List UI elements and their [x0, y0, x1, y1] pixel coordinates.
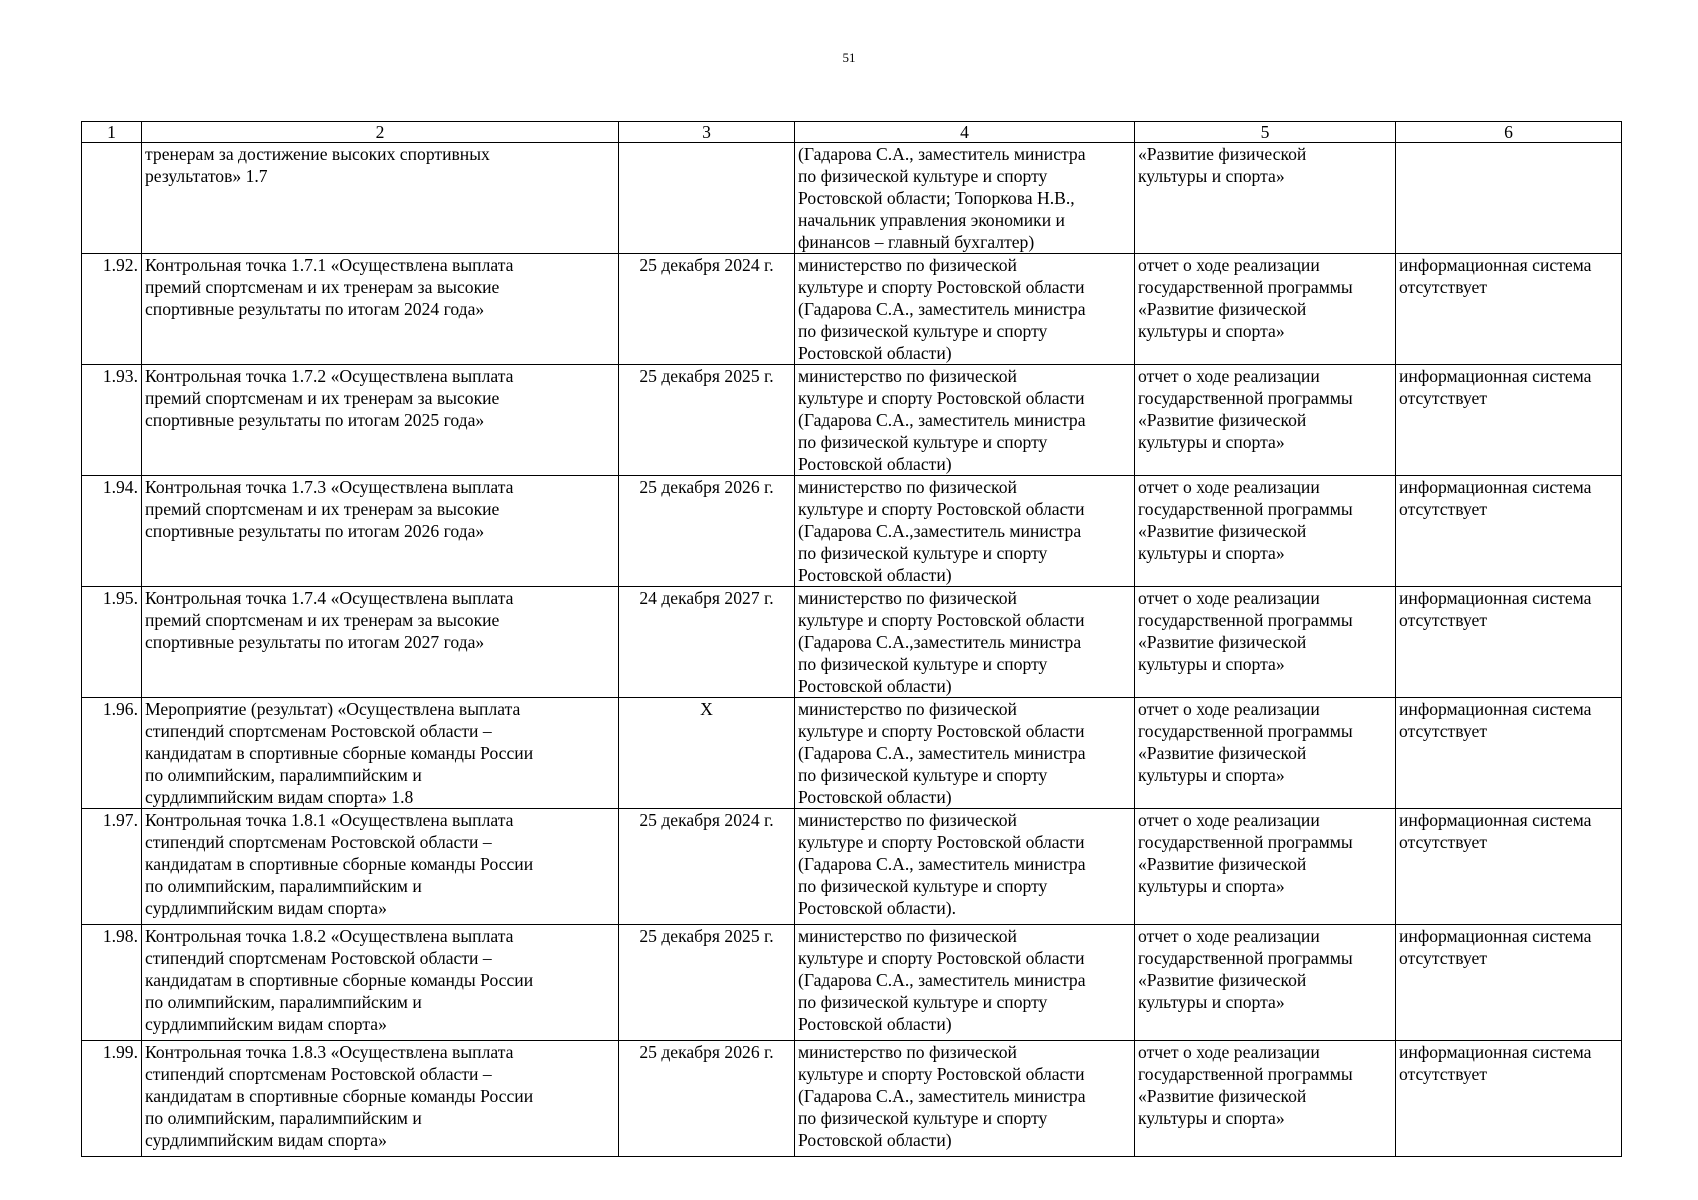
- column-header-1: 1: [82, 122, 142, 143]
- responsible-cell: министерство по физической культуре и спорту Ростовской области (Гадарова С.А., заместитель министра по физической культуре и спорту Ростовской области): [795, 698, 1135, 809]
- document-cell: отчет о ходе реализации государственной программы «Развитие физической культуры и спорта»: [1135, 365, 1396, 476]
- date-cell: [619, 143, 795, 254]
- table-row: [82, 698, 1622, 809]
- table-row: [82, 1041, 1622, 1157]
- event-cell: Мероприятие (результат) «Осуществлена выплата стипендий спортсменам Ростовской области – кандидатам в спортивные сборные команды России по олимпийским, паралимпийским и сурдлимпийским видам спорта» 1.8: [142, 698, 619, 809]
- system-cell: информационная система отсутствует: [1396, 587, 1622, 698]
- column-header-6: 6: [1396, 122, 1622, 143]
- event-cell: Контрольная точка 1.7.2 «Осуществлена выплата премий спортсменам и их тренерам за высокие спортивные результаты по итогам 2025 года»: [142, 365, 619, 476]
- table-row: [82, 365, 1622, 476]
- system-cell: информационная система отсутствует: [1396, 1041, 1622, 1157]
- document-cell: «Развитие физической культуры и спорта»: [1135, 143, 1396, 254]
- date-cell: 25 декабря 2026 г.: [619, 476, 795, 587]
- responsible-cell: министерство по физической культуре и спорту Ростовской области (Гадарова С.А.,заместитель министра по физической культуре и спорту Ростовской области): [795, 476, 1135, 587]
- row-number: 1.96.: [82, 698, 142, 809]
- event-cell: Контрольная точка 1.7.1 «Осуществлена выплата премий спортсменам и их тренерам за высокие спортивные результаты по итогам 2024 года»: [142, 254, 619, 365]
- system-cell: информационная система отсутствует: [1396, 476, 1622, 587]
- row-number: 1.94.: [82, 476, 142, 587]
- responsible-cell: (Гадарова С.А., заместитель министра по физической культуре и спорту Ростовской области; Топоркова Н.В., начальник управления экономики и финансов – главный бухгалтер): [795, 143, 1135, 254]
- event-cell: Контрольная точка 1.7.4 «Осуществлена выплата премий спортсменам и их тренерам за высокие спортивные результаты по итогам 2027 года»: [142, 587, 619, 698]
- responsible-cell: министерство по физической культуре и спорту Ростовской области (Гадарова С.А., заместитель министра по физической культуре и спорту Ростовской области): [795, 254, 1135, 365]
- system-cell: информационная система отсутствует: [1396, 809, 1622, 925]
- document-cell: отчет о ходе реализации государственной программы «Развитие физической культуры и спорта»: [1135, 809, 1396, 925]
- table-row: [82, 254, 1622, 365]
- date-cell: 25 декабря 2024 г.: [619, 254, 795, 365]
- responsible-cell: министерство по физической культуре и спорту Ростовской области (Гадарова С.А.,заместитель министра по физической культуре и спорту Ростовской области): [795, 587, 1135, 698]
- responsible-cell: министерство по физической культуре и спорту Ростовской области (Гадарова С.А., заместитель министра по физической культуре и спорту Ростовской области): [795, 365, 1135, 476]
- table-row: [82, 587, 1622, 698]
- table-header-row: [82, 122, 1622, 143]
- document-cell: отчет о ходе реализации государственной программы «Развитие физической культуры и спорта»: [1135, 476, 1396, 587]
- event-cell: Контрольная точка 1.8.3 «Осуществлена выплата стипендий спортсменам Ростовской области – кандидатам в спортивные сборные команды России по олимпийским, паралимпийским и сурдлимпийским видам спорта»: [142, 1041, 619, 1157]
- table-row: [82, 925, 1622, 1041]
- page-number: 51: [842, 50, 856, 65]
- row-number: 1.92.: [82, 254, 142, 365]
- document-cell: отчет о ходе реализации государственной программы «Развитие физической культуры и спорта»: [1135, 925, 1396, 1041]
- system-cell: информационная система отсутствует: [1396, 925, 1622, 1041]
- system-cell: информационная система отсутствует: [1396, 254, 1622, 365]
- event-cell: Контрольная точка 1.8.2 «Осуществлена выплата стипендий спортсменам Ростовской области – кандидатам в спортивные сборные команды России по олимпийским, паралимпийским и сурдлимпийским видам спорта»: [142, 925, 619, 1041]
- column-header-5: 5: [1135, 122, 1396, 143]
- document-cell: отчет о ходе реализации государственной программы «Развитие физической культуры и спорта»: [1135, 587, 1396, 698]
- table-row: [82, 809, 1622, 925]
- date-cell: 25 декабря 2024 г.: [619, 809, 795, 925]
- plan-table: [81, 121, 1622, 1157]
- system-cell: информационная система отсутствует: [1396, 365, 1622, 476]
- responsible-cell: министерство по физической культуре и спорту Ростовской области (Гадарова С.А., заместитель министра по физической культуре и спорту Ростовской области).: [795, 809, 1135, 925]
- document-cell: отчет о ходе реализации государственной программы «Развитие физической культуры и спорта»: [1135, 698, 1396, 809]
- row-number: 1.99.: [82, 1041, 142, 1157]
- row-number: 1.95.: [82, 587, 142, 698]
- row-number: [82, 143, 142, 254]
- date-cell: X: [619, 698, 795, 809]
- event-cell: тренерам за достижение высоких спортивных результатов» 1.7: [142, 143, 619, 254]
- responsible-cell: министерство по физической культуре и спорту Ростовской области (Гадарова С.А., заместитель министра по физической культуре и спорту Ростовской области): [795, 1041, 1135, 1157]
- event-cell: Контрольная точка 1.8.1 «Осуществлена выплата стипендий спортсменам Ростовской области – кандидатам в спортивные сборные команды России по олимпийским, паралимпийским и сурдлимпийским видам спорта»: [142, 809, 619, 925]
- table-row-continuation: [82, 143, 1622, 254]
- date-cell: 25 декабря 2026 г.: [619, 1041, 795, 1157]
- column-header-3: 3: [619, 122, 795, 143]
- column-header-2: 2: [142, 122, 619, 143]
- responsible-cell: министерство по физической культуре и спорту Ростовской области (Гадарова С.А., заместитель министра по физической культуре и спорту Ростовской области): [795, 925, 1135, 1041]
- date-cell: 25 декабря 2025 г.: [619, 365, 795, 476]
- row-number: 1.98.: [82, 925, 142, 1041]
- column-header-4: 4: [795, 122, 1135, 143]
- date-cell: 25 декабря 2025 г.: [619, 925, 795, 1041]
- table-row: [82, 476, 1622, 587]
- row-number: 1.97.: [82, 809, 142, 925]
- document-cell: отчет о ходе реализации государственной программы «Развитие физической культуры и спорта»: [1135, 254, 1396, 365]
- system-cell: [1396, 143, 1622, 254]
- date-cell: 24 декабря 2027 г.: [619, 587, 795, 698]
- row-number: 1.93.: [82, 365, 142, 476]
- event-cell: Контрольная точка 1.7.3 «Осуществлена выплата премий спортсменам и их тренерам за высокие спортивные результаты по итогам 2026 года»: [142, 476, 619, 587]
- document-cell: отчет о ходе реализации государственной программы «Развитие физической культуры и спорта»: [1135, 1041, 1396, 1157]
- system-cell: информационная система отсутствует: [1396, 698, 1622, 809]
